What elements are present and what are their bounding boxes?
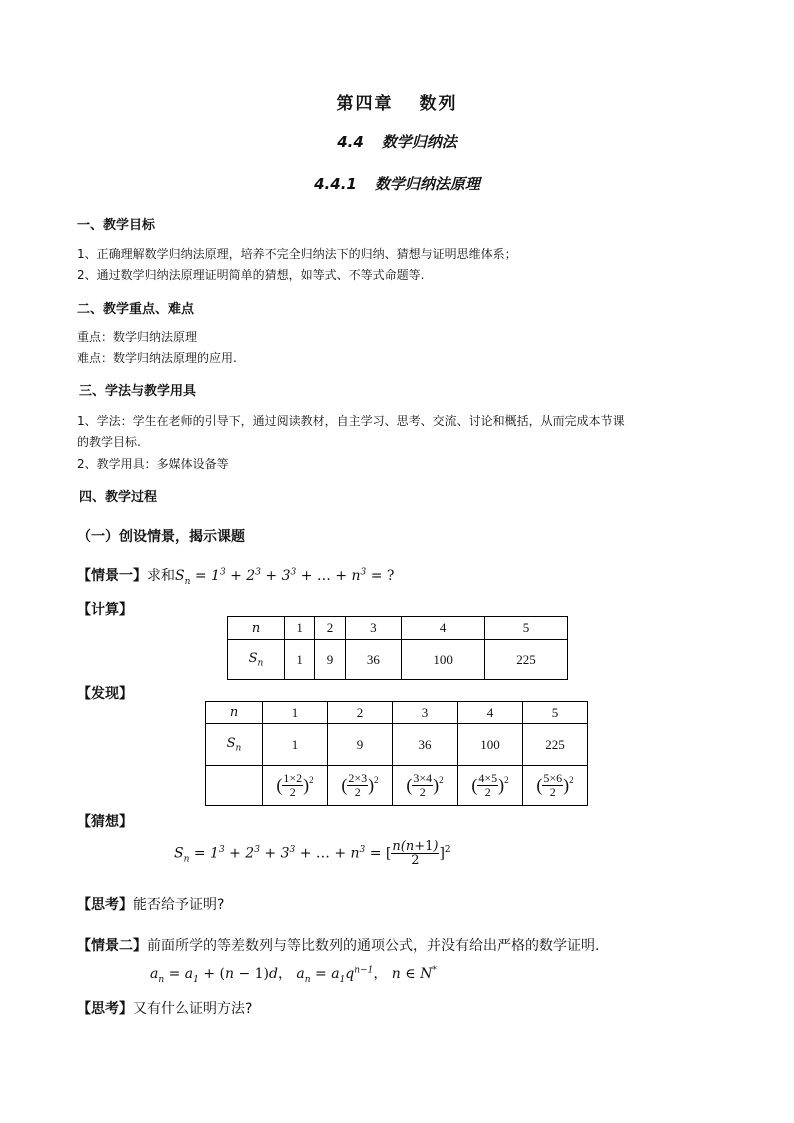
discover-header-s: $S_n$ (206, 724, 263, 766)
discover-table (205, 701, 588, 806)
method-line-1b: 的教学目标. (77, 435, 141, 449)
calc-cell: 225 (485, 640, 568, 680)
subsection-title (0, 173, 794, 194)
scene1-line (77, 565, 394, 587)
discover-row-n (206, 702, 588, 724)
section-name: 数学归纳法 (381, 133, 457, 151)
think2-text: 又有什么证明方法? (133, 1001, 253, 1017)
discover-cell: 5 (523, 702, 588, 724)
discover-cell: 100 (458, 724, 523, 766)
discover-fraction-cell: ( $\frac{3\times 4}{2}$ )$^2$ (393, 766, 458, 806)
discover-tag: 【发现】 (77, 686, 133, 702)
fraction-numerator: 3×4 (413, 771, 433, 785)
keypoint-line: 重点：数学归纳法原理 (77, 330, 198, 344)
section-heading-process: 四、教学过程 (79, 490, 158, 505)
calc-cell: 5 (485, 617, 568, 640)
section-title (0, 131, 794, 152)
section-heading-methods: 三、学法与教学用具 (79, 384, 197, 399)
calc-cell: 2 (315, 617, 345, 640)
calc-cell: 36 (345, 640, 402, 680)
discover-row-fraction (206, 766, 588, 806)
scene2-tag: 【情景二】 (77, 938, 147, 954)
calc-row-n (228, 617, 568, 640)
discover-header-n: n (206, 702, 263, 724)
sum-formula: $S_n = 1^3 + 2^3 + 3^3$ + … + $n^3$ = ? (175, 567, 395, 587)
calc-table (227, 616, 568, 680)
discover-cell: 4 (458, 702, 523, 724)
calc-cell: 9 (315, 640, 345, 680)
difficulty-line: 难点：数学归纳法原理的应用. (77, 351, 237, 365)
calc-cell: 3 (345, 617, 402, 640)
section-heading-keypoints: 二、教学重点、难点 (77, 302, 195, 317)
discover-fraction-cell: ( $\frac{4\times 5}{2}$ )$^2$ (458, 766, 523, 806)
discover-row-s (206, 724, 588, 766)
calc-header-s: $S_n$ (228, 640, 285, 680)
subsection-number: 4.4.1 (314, 175, 357, 193)
method-line-2: 2、教学用具：多媒体设备等 (77, 457, 229, 471)
think1-tag: 【思考】 (77, 897, 133, 913)
discover-fraction-cell: ( $\frac{5\times 6}{2}$ )$^2$ (523, 766, 588, 806)
discover-cell: 36 (393, 724, 458, 766)
discover-fraction-cell: ( $\frac{2\times 3}{2}$ )$^2$ (328, 766, 393, 806)
discover-cell: 1 (263, 724, 328, 766)
calc-row-s (228, 640, 568, 680)
discover-cell: 1 (263, 702, 328, 724)
goal-line-1: 1、正确理解数学归纳法原理，培养不完全归纳法下的归纳、猜想与证明思维体系； (77, 247, 517, 261)
calc-cell: 1 (285, 617, 315, 640)
think1-text: 能否给予证明? (133, 897, 225, 913)
fraction-numerator: 1×2 (283, 771, 303, 785)
chapter-number: 第四章 (336, 94, 394, 114)
subsection-name: 数学归纳法原理 (374, 175, 480, 193)
discover-cell: 9 (328, 724, 393, 766)
calc-header-n: n (228, 617, 285, 640)
fraction-numerator: 2×3 (348, 771, 368, 785)
discover-header-empty (206, 766, 263, 806)
think1-line (77, 894, 224, 914)
method-line-1: 1、学法：学生在老师的引导下，通过阅读教材，自主学习、思考、交流、讨论和概括，从而完成本节课 (77, 414, 625, 428)
calc-cell: 100 (402, 640, 485, 680)
discover-fraction-cell: ( $\frac{1\times 2}{2}$ )$^2$ (263, 766, 328, 806)
chapter-topic: 数列 (419, 94, 458, 114)
scene1-text: 求和 (147, 568, 175, 584)
calc-cell: 1 (285, 640, 315, 680)
scene2-line (77, 935, 599, 955)
general-term-formulas: $a_n = a_1 + (n - 1)d$， $a_n = a_1q^{n-1}$， n ∈ N* (150, 965, 437, 985)
guess-formula: $S_n = 1^3 + 2^3 + 3^3$ + … + $n^3$ = [ $\frac{n(n+1)}{2}$ ]$^2$ (174, 839, 451, 868)
fraction-numerator: 5×6 (543, 771, 563, 785)
discover-cell: 2 (328, 702, 393, 724)
think2-line (77, 998, 252, 1018)
goal-line-2: 2、通过数学归纳法原理证明简单的猜想，如等式、不等式命题等. (77, 268, 425, 282)
section-number: 4.4 (337, 133, 364, 151)
discover-cell: 225 (523, 724, 588, 766)
chapter-title (0, 89, 794, 114)
part1-heading: （一）创设情景，揭示课题 (77, 529, 245, 545)
think2-tag: 【思考】 (77, 1001, 133, 1017)
discover-cell: 3 (393, 702, 458, 724)
scene1-tag: 【情景一】 (77, 568, 147, 584)
fraction-numerator: 4×5 (478, 771, 498, 785)
scene2-text: 前面所学的等差数列与等比数列的通项公式，并没有给出严格的数学证明. (147, 938, 600, 954)
guess-tag: 【猜想】 (77, 814, 133, 830)
section-heading-goals: 一、教学目标 (77, 218, 156, 233)
calc-cell: 4 (402, 617, 485, 640)
calc-tag: 【计算】 (77, 602, 133, 618)
